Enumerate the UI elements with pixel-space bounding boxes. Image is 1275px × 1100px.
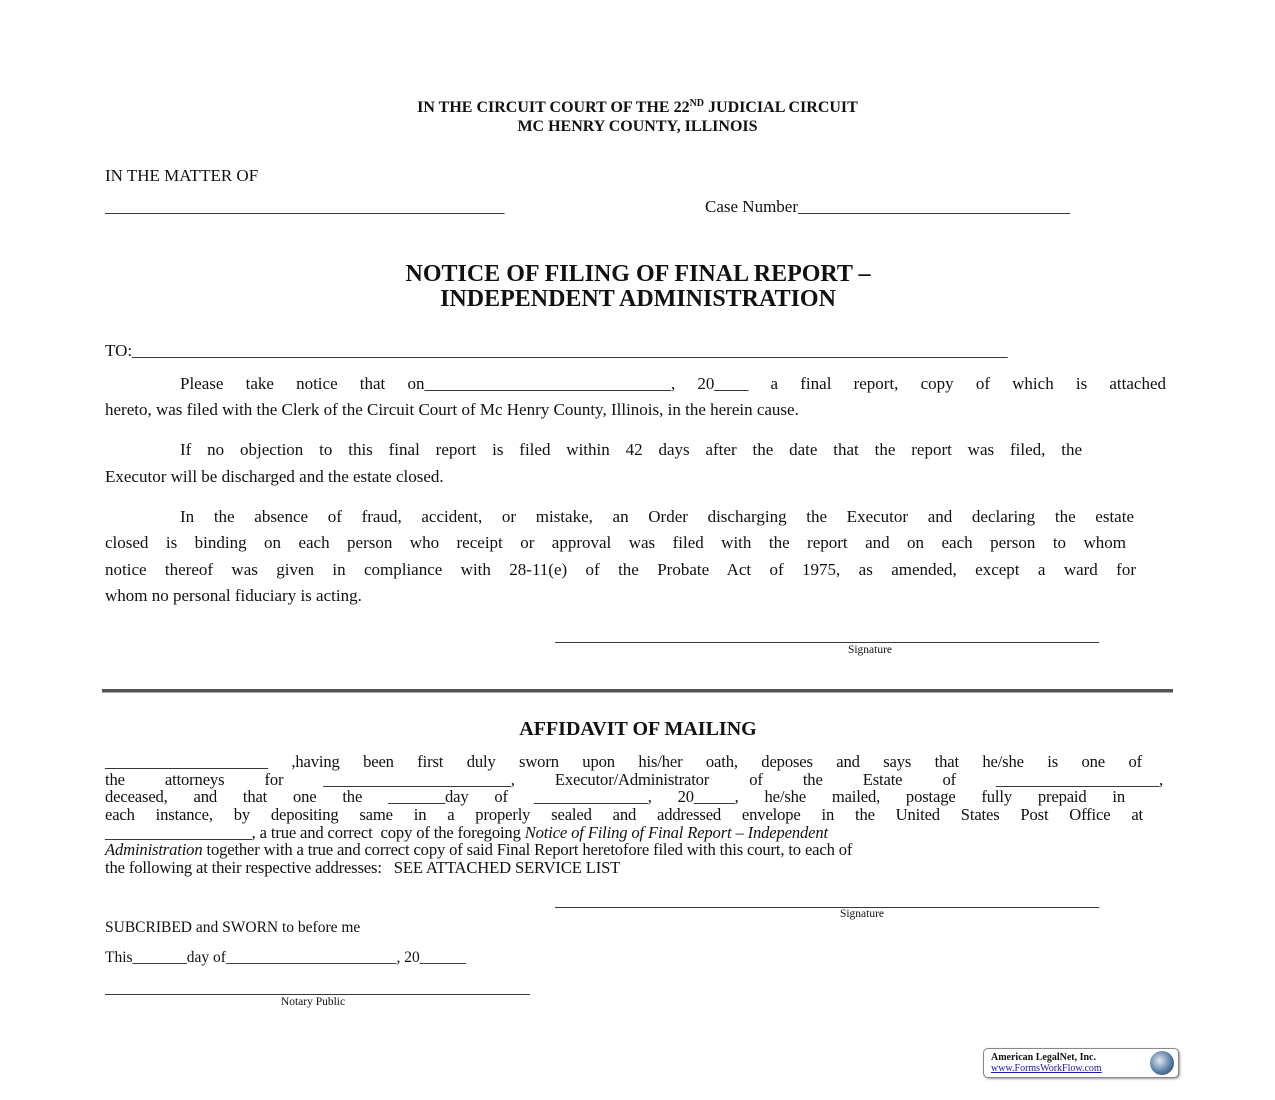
notice-paragraph-1-line: Please take notice that on_____________________________, 20____ a final report, copy of which is attached (180, 374, 1166, 393)
affidavit-line: each instance, by depositing same in a properly sealed and addressed envelope in the United States Post Office at (105, 805, 1143, 824)
affidavit-line (105, 841, 852, 859)
circuit-label: JUDICIAL CIRCUIT (704, 99, 858, 116)
notice-paragraph-3-line: notice thereof was given in compliance with 28-11(e) of the Probate Act of 1975, as amended, except a ward for (105, 560, 1136, 579)
signature-line-2[interactable]: ________________________________________________________________ (555, 891, 1099, 910)
matter-blank[interactable]: _______________________________________________ (105, 197, 505, 216)
globe-icon (1150, 1051, 1174, 1075)
affidavit-italic-title: Notice of Filing of Final Report – Independent (524, 823, 828, 842)
affidavit-text: __________________, a true and correct copy of the foregoing (105, 823, 525, 842)
subscribed-text: SUBCRIBED and SWORN to before me (105, 919, 361, 936)
logo-company-name: American LegalNet, Inc. (991, 1052, 1096, 1063)
logo-url-link[interactable]: www.FormsWorkFlow.com (991, 1063, 1102, 1074)
court-name: IN THE CIRCUIT COURT OF THE 22 (417, 99, 690, 116)
section-divider (102, 689, 1173, 693)
document-title-line2: INDEPENDENT ADMINISTRATION (440, 286, 836, 312)
affidavit-text: together with a true and correct copy of said Final Report heretofore filed with this court, to each of (202, 840, 853, 859)
to-field[interactable]: TO:_______________________________________________________________________________________________________ (105, 341, 1008, 360)
notice-paragraph-1-line: hereto, was filed with the Clerk of the Circuit Court of Mc Henry County, Illinois, in the herein cause. (105, 400, 799, 419)
notice-paragraph-2-line: Executor will be discharged and the estate closed. (105, 467, 444, 486)
case-number-field[interactable]: Case Number________________________________ (705, 197, 1071, 216)
matter-label: IN THE MATTER OF (105, 166, 259, 185)
jurat-date-line[interactable]: This_______day of______________________, 20______ (105, 949, 467, 966)
court-header-line2: MC HENRY COUNTY, ILLINOIS (517, 118, 758, 135)
american-legalnet-logo (983, 1048, 1179, 1078)
affidavit-title: AFFIDAVIT OF MAILING (519, 718, 757, 740)
affidavit-line: the following at their respective addresses: SEE ATTACHED SERVICE LIST (105, 858, 621, 877)
affidavit-line: the attorneys for _______________________, Executor/Administrator of the Estate of ____________________, (105, 770, 1163, 789)
document-title-line1: NOTICE OF FILING OF FINAL REPORT – (405, 261, 871, 287)
signature-label-2: Signature (839, 908, 885, 920)
notary-signature-line[interactable]: __________________________________________________ (105, 978, 530, 997)
court-header-line1 (0, 98, 1275, 118)
affidavit-italic-title: Administration (105, 840, 203, 859)
notary-public-label: Notary Public (280, 996, 346, 1008)
notice-paragraph-3-line: closed is binding on each person who receipt or approval was filed with the report and on each person to whom (105, 533, 1126, 552)
affidavit-line: ____________________ ,having been first duly sworn upon his/her oath, deposes and says that he/she is one of (105, 752, 1142, 771)
ordinal-suffix: ND (689, 98, 705, 109)
signature-line-1[interactable]: ________________________________________________________________ (555, 626, 1099, 645)
notice-paragraph-3-line: whom no personal fiduciary is acting. (105, 586, 362, 605)
affidavit-line: deceased, and that one the _______day of ______________, 20_____, he/she mailed, postage fully prepaid in (105, 787, 1125, 806)
notice-paragraph-2-line: If no objection to this final report is filed within 42 days after the date that the report was filed, the (180, 440, 1082, 459)
signature-label-1: Signature (847, 644, 893, 656)
notice-paragraph-3-line: In the absence of fraud, accident, or mistake, an Order discharging the Executor and declaring the estate (180, 507, 1134, 526)
